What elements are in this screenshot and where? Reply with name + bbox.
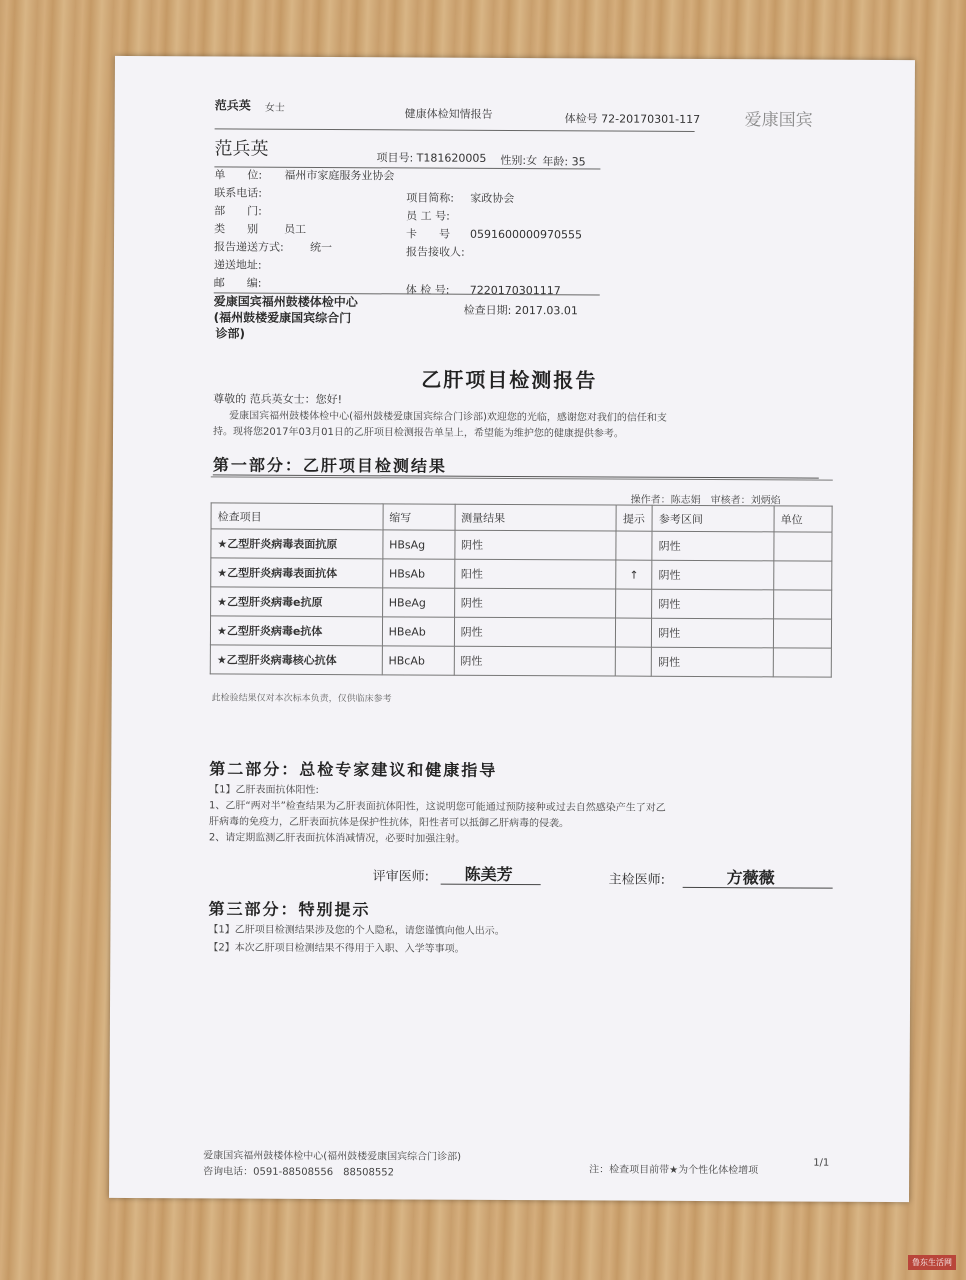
unit-label: 单 位:: [214, 168, 263, 182]
advice-line: 2、请定期监测乙肝表面抗体消减情况，必要时加强注射。: [208, 832, 466, 845]
row-result: 阴性: [454, 617, 616, 647]
post-label: 邮 编:: [213, 276, 262, 290]
category-label: 类 别: [214, 222, 259, 236]
staff-no-label: 员 工 号:: [406, 209, 450, 223]
row-unit: [774, 590, 832, 619]
exam-no-label: 体 检 号:: [405, 283, 450, 297]
row-result: 阴性: [454, 588, 616, 618]
row-unit: [773, 619, 831, 648]
address-label: 递送地址:: [213, 258, 262, 272]
row-result: 阳性: [454, 559, 616, 589]
center-sub2: 诊部): [215, 326, 246, 341]
row-ref: 阴性: [652, 589, 774, 619]
center-name: 爱康国宾福州鼓楼体检中心: [213, 294, 358, 310]
row-hint: [616, 531, 652, 560]
chief-doctor-label: 主检医师:: [608, 872, 666, 888]
table-operators: 操作者：陈志娟 审核者：刘炳焰: [630, 494, 781, 507]
row-unit: [774, 561, 832, 590]
row-hint: [616, 589, 652, 618]
exam-date: 检查日期: 2017.03.01: [463, 303, 578, 318]
advice-line: 1、乙肝“两对半”检查结果为乙肝表面抗体阳性，这说明您可能通过预防接种或过去自然感染产生了对乙: [209, 800, 666, 814]
row-hint: [616, 647, 652, 676]
table-row: [210, 616, 831, 648]
footer-phone: 咨询电话：0591-88508556 88508552: [203, 1166, 395, 1179]
review-doctor-label: 评审医师:: [372, 869, 430, 885]
header-brand: 爱康国宾: [744, 110, 813, 131]
row-abbr: HBsAb: [382, 559, 454, 588]
row-item: ★乙型肝炎病毒e抗原: [211, 587, 383, 617]
advice-line: 【1】乙肝表面抗体阳性:: [209, 784, 319, 796]
chief-doctor-signature: 方薇薇: [726, 868, 775, 888]
table-note: 此检验结果仅对本次标本负责，仅供临床参考: [211, 693, 392, 705]
intro-line-2: 持。现将您2017年03月01日的乙肝项目检测报告单呈上，希望能为维护您的健康提供参考。: [212, 426, 624, 440]
table-row: [211, 529, 832, 561]
category-value: 员工: [284, 222, 307, 236]
row-result: 阴性: [454, 530, 616, 560]
part3-title: 第三部分：特别提示: [208, 899, 371, 920]
unit-value: 福州市家庭服务业协会: [284, 168, 395, 183]
row-ref: 阴性: [652, 560, 774, 590]
header-unit: 单位: [774, 506, 832, 532]
row-abbr: HBeAg: [382, 588, 454, 617]
patient-age: 年龄: 35: [542, 155, 586, 169]
part1-title: 第一部分：乙肝项目检测结果: [212, 455, 447, 476]
header-item: 检查项目: [211, 503, 383, 530]
greeting: 尊敬的 范兵英女士：您好!: [213, 392, 343, 407]
row-ref: 阴性: [652, 647, 774, 677]
row-unit: [774, 532, 832, 561]
row-item: ★乙型肝炎病毒核心抗体: [210, 645, 382, 675]
row-abbr: HBeAb: [382, 617, 454, 646]
main-title: 乙肝项目检测报告: [421, 367, 598, 393]
advice-line: 肝病毒的免疫力，乙肝表面抗体是保护性抗体，阳性者可以抵御乙肝病毒的侵袭。: [208, 816, 570, 830]
row-abbr: HBcAb: [382, 646, 454, 675]
row-hint: [616, 618, 652, 647]
row-hint: ↑: [616, 560, 652, 589]
delivery-value: 统一: [309, 240, 333, 255]
header-gender-tag: 女士: [264, 102, 285, 114]
row-ref: 阴性: [652, 531, 774, 561]
table-row: [211, 558, 832, 590]
site-watermark: 鲁东生活网: [908, 1255, 956, 1270]
footer-note: 注：检查项目前带★为个性化体检增项: [589, 1164, 759, 1177]
table-row: [210, 645, 831, 677]
header-result: 测量结果: [455, 504, 617, 531]
header-divider: [215, 128, 695, 132]
table-header-row: [211, 503, 832, 532]
chief-signature-line: [683, 887, 833, 889]
header-abbr: 缩写: [383, 504, 455, 530]
results-table: [210, 502, 833, 677]
header-hint: 提示: [616, 505, 652, 531]
patient-name: 范兵英: [214, 138, 269, 160]
review-doctor-signature: 陈美芳: [464, 864, 513, 885]
intro-line-1: 爱康国宾福州鼓楼体检中心(福州鼓楼爱康国宾综合门诊部)欢迎您的光临，感谢您对我们的信任和支: [229, 410, 667, 424]
receiver-label: 报告接收人:: [405, 245, 465, 259]
part2-title: 第二部分：总检专家建议和健康指导: [209, 759, 498, 780]
card-label: 卡 号: [406, 227, 451, 241]
header-patient-name: 范兵英: [214, 98, 251, 113]
row-ref: 阴性: [652, 618, 774, 648]
table-row: [211, 587, 832, 619]
header-exam-id: 体检号 72-20170301-117: [564, 112, 701, 126]
row-result: 阴性: [454, 646, 616, 676]
row-abbr: HBsAg: [383, 530, 455, 559]
tip-line: 【2】本次乙肝项目检测结果不得用于入职、入学等事项。: [208, 942, 465, 955]
header-ref: 参考区间: [652, 505, 774, 532]
patient-gender: 性别:女: [500, 153, 538, 168]
phone-label: 联系电话:: [214, 186, 263, 200]
delivery-label: 报告递送方式:: [213, 240, 284, 254]
project-short-value: 家政协会: [470, 191, 515, 206]
row-item: ★乙型肝炎病毒表面抗体: [211, 558, 383, 588]
dept-label: 部 门:: [214, 204, 262, 218]
project-number: 项目号: T181620005: [376, 151, 487, 165]
tip-line: 【1】乙肝项目检测结果涉及您的个人隐私，请您谨慎向他人出示。: [208, 924, 505, 937]
project-short-label: 项目简称:: [406, 191, 455, 205]
center-sub: (福州鼓楼爱康国宾综合门: [213, 310, 352, 326]
card-value: 0591600000970555: [470, 227, 583, 242]
header-report-title: 健康体检知情报告: [404, 107, 493, 121]
row-item: ★乙型肝炎病毒e抗体: [210, 616, 382, 646]
row-unit: [773, 648, 831, 677]
footer-page-number: 1/1: [813, 1157, 830, 1169]
footer-center: 爱康国宾福州鼓楼体检中心(福州鼓楼爱康国宾综合门诊部): [203, 1150, 462, 1163]
report-paper: [109, 56, 915, 1202]
row-item: ★乙型肝炎病毒表面抗原: [211, 529, 383, 559]
exam-no-value: 7220170301117: [469, 283, 561, 298]
review-signature-line: [441, 884, 541, 886]
